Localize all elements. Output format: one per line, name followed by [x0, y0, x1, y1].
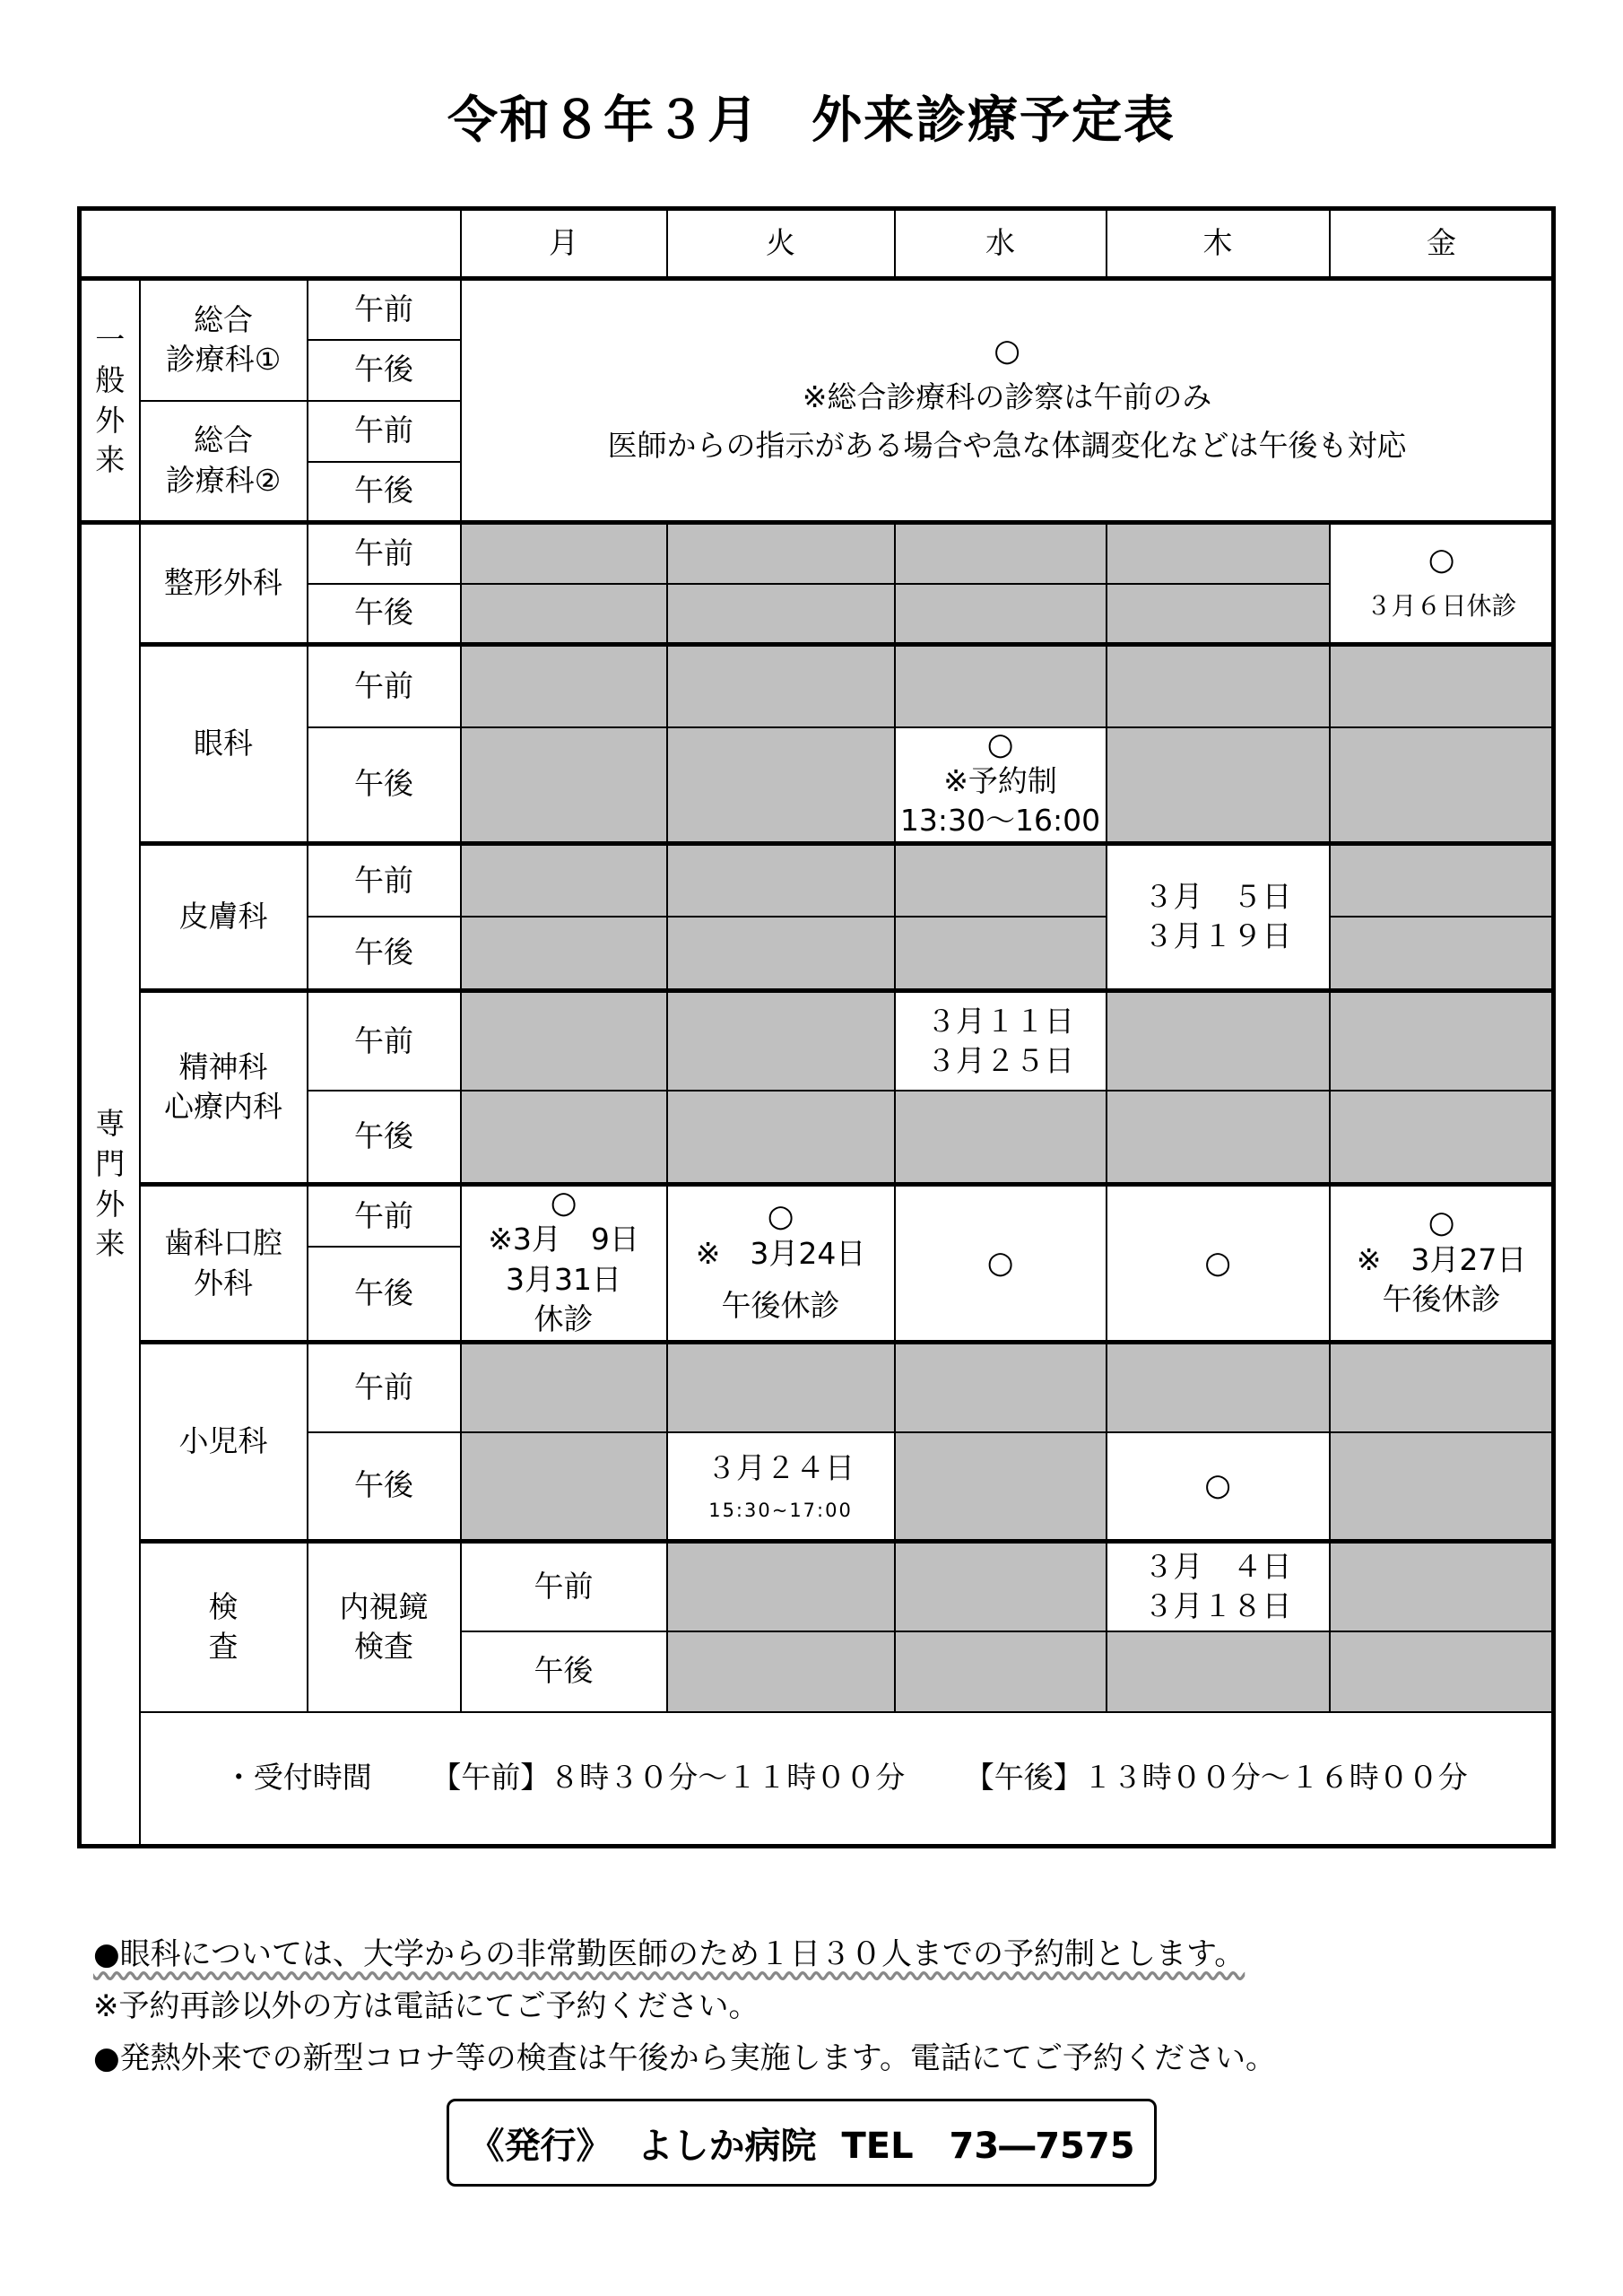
- closed-cell: [667, 990, 895, 1091]
- closed-cell: [667, 523, 895, 584]
- closed-cell: [461, 1091, 667, 1184]
- derm-thu-cell: ３月 ５日 ３月１９日: [1107, 843, 1330, 990]
- session-pm: 午後: [461, 1631, 667, 1712]
- closed-cell: [895, 584, 1107, 645]
- psych-wed-cell: ３月１１日 ３月２５日: [895, 990, 1107, 1091]
- closed-cell: [895, 1432, 1107, 1542]
- closed-cell: [1330, 843, 1554, 917]
- reception-pm: 【午後】１３時００分～１６時００分: [964, 1760, 1468, 1796]
- dept-eye: 眼科: [140, 645, 308, 844]
- closed-cell: [895, 645, 1107, 727]
- closed-cell: [667, 1631, 895, 1712]
- dept-derm: 皮膚科: [140, 843, 308, 990]
- closed-cell: [895, 917, 1107, 990]
- note-fever: ●発熱外来での新型コロナ等の検査は午後から実施します。電話にてご予約ください。: [93, 2040, 1276, 2076]
- closed-cell: [895, 1343, 1107, 1432]
- publisher-label: 《発行》: [468, 2125, 612, 2167]
- closed-cell: [461, 584, 667, 645]
- closed-cell: [461, 990, 667, 1091]
- pedi-tue-cell: ３月２４日 15:30~17:00: [667, 1432, 895, 1542]
- dept-ortho: 整形外科: [140, 523, 308, 645]
- reception-am: 【午前】８時３０分～１１時００分: [431, 1760, 906, 1796]
- category-specialty: 専 門 外 来: [80, 523, 140, 1847]
- closed-cell: [1107, 727, 1330, 844]
- closed-cell: [1330, 645, 1554, 727]
- session-am: 午前: [308, 523, 461, 584]
- session-pm: 午後: [308, 727, 461, 844]
- page-title: 令和８年３月 外来診療予定表: [447, 91, 1176, 150]
- header-row: [80, 209, 1554, 279]
- category-general: 一 般 外 来: [80, 279, 140, 523]
- closed-cell: [1107, 523, 1330, 584]
- session-am: 午前: [308, 645, 461, 727]
- closed-cell: [461, 727, 667, 844]
- dental-wed-cell: ○: [895, 1184, 1107, 1342]
- closed-cell: [1107, 1631, 1330, 1712]
- day-header-wed: 水: [895, 209, 1107, 279]
- closed-cell: [895, 1542, 1107, 1631]
- session-pm: 午後: [308, 1432, 461, 1542]
- reception-times: [140, 1712, 1554, 1847]
- closed-cell: [667, 1343, 895, 1432]
- dental-thu-cell: ○: [1107, 1184, 1330, 1342]
- closed-cell: [1330, 727, 1554, 844]
- session-pm: 午後: [308, 917, 461, 990]
- closed-cell: [1107, 584, 1330, 645]
- day-header-tue: 火: [667, 209, 895, 279]
- closed-cell: [461, 917, 667, 990]
- general-schedule-cell: ○ ※総合診療科の診察は午前のみ 医師からの指示がある場合や急な体調変化などは午後も対応: [461, 279, 1554, 523]
- dept-general-2: 総合 診療科②: [140, 401, 308, 523]
- closed-cell: [667, 1542, 895, 1631]
- session-am: 午前: [308, 401, 461, 462]
- session-pm: 午後: [308, 340, 461, 401]
- closed-cell: [461, 1432, 667, 1542]
- category-exam: 検 査: [140, 1542, 308, 1712]
- header-corner: [80, 209, 461, 279]
- day-header-thu: 木: [1107, 209, 1330, 279]
- session-am: 午前: [308, 1343, 461, 1432]
- closed-cell: [1330, 1432, 1554, 1542]
- eye-wed-cell: ○ ※予約制 13:30～16:00: [895, 727, 1107, 844]
- publisher-box: [447, 2099, 1157, 2187]
- closed-cell: [667, 584, 895, 645]
- dental-mon-cell: ○ ※3月 9日 3月31日 休診: [461, 1184, 667, 1342]
- closed-cell: [667, 727, 895, 844]
- closed-cell: [895, 523, 1107, 584]
- session-am: 午前: [308, 990, 461, 1091]
- endo-wed-cell: ３月 ４日 ３月１８日: [1107, 1542, 1330, 1631]
- closed-cell: [895, 843, 1107, 917]
- dept-pedi: 小児科: [140, 1343, 308, 1542]
- session-pm: 午後: [308, 584, 461, 645]
- closed-cell: [1107, 645, 1330, 727]
- closed-cell: [1330, 1091, 1554, 1184]
- closed-cell: [895, 1091, 1107, 1184]
- publisher-name: よしか病院: [637, 2125, 817, 2167]
- reception-label: ・受付時間: [223, 1760, 372, 1796]
- note-eye: ●眼科については、大学からの非常勤医師のため１日３０人までの予約制とします。: [93, 1936, 1245, 1972]
- session-pm: 午後: [308, 1247, 461, 1343]
- session-pm: 午後: [308, 1091, 461, 1184]
- closed-cell: [667, 917, 895, 990]
- dept-psych: 精神科 心療内科: [140, 990, 308, 1184]
- notes: [93, 1928, 1276, 2084]
- closed-cell: [1107, 990, 1330, 1091]
- closed-cell: [1330, 990, 1554, 1091]
- closed-cell: [667, 1091, 895, 1184]
- session-am: 午前: [308, 279, 461, 340]
- dept-dental: 歯科口腔 外科: [140, 1184, 308, 1342]
- session-am: 午前: [308, 1184, 461, 1246]
- closed-cell: [461, 843, 667, 917]
- closed-cell: [667, 843, 895, 917]
- closed-cell: [1330, 1542, 1554, 1631]
- dept-endo: 内視鏡 検査: [308, 1542, 461, 1712]
- closed-cell: [461, 1343, 667, 1432]
- note-reservation: ※予約再診以外の方は電話にてご予約ください。: [93, 1988, 759, 2024]
- closed-cell: [667, 645, 895, 727]
- closed-cell: [1107, 1091, 1330, 1184]
- dental-fri-cell: ○ ※ 3月27日 午後休診: [1330, 1184, 1554, 1342]
- session-am: 午前: [308, 843, 461, 917]
- closed-cell: [1330, 1631, 1554, 1712]
- dept-general-1: 総合 診療科①: [140, 279, 308, 401]
- closed-cell: [895, 1631, 1107, 1712]
- session-pm: 午後: [308, 462, 461, 523]
- day-header-fri: 金: [1330, 209, 1554, 279]
- pedi-thu-cell: ○: [1107, 1432, 1330, 1542]
- dental-tue-cell: ○ ※ 3月24日 午後休診: [667, 1184, 895, 1342]
- ortho-fri-cell: ○ ３月６日休診: [1330, 523, 1554, 645]
- publisher-tel: TEL 73―7575: [841, 2125, 1135, 2167]
- closed-cell: [461, 523, 667, 584]
- day-header-mon: 月: [461, 209, 667, 279]
- closed-cell: [1107, 1343, 1330, 1432]
- session-am: 午前: [461, 1542, 667, 1631]
- closed-cell: [1330, 1343, 1554, 1432]
- closed-cell: [461, 645, 667, 727]
- closed-cell: [1330, 917, 1554, 990]
- schedule-table: [77, 206, 1556, 1848]
